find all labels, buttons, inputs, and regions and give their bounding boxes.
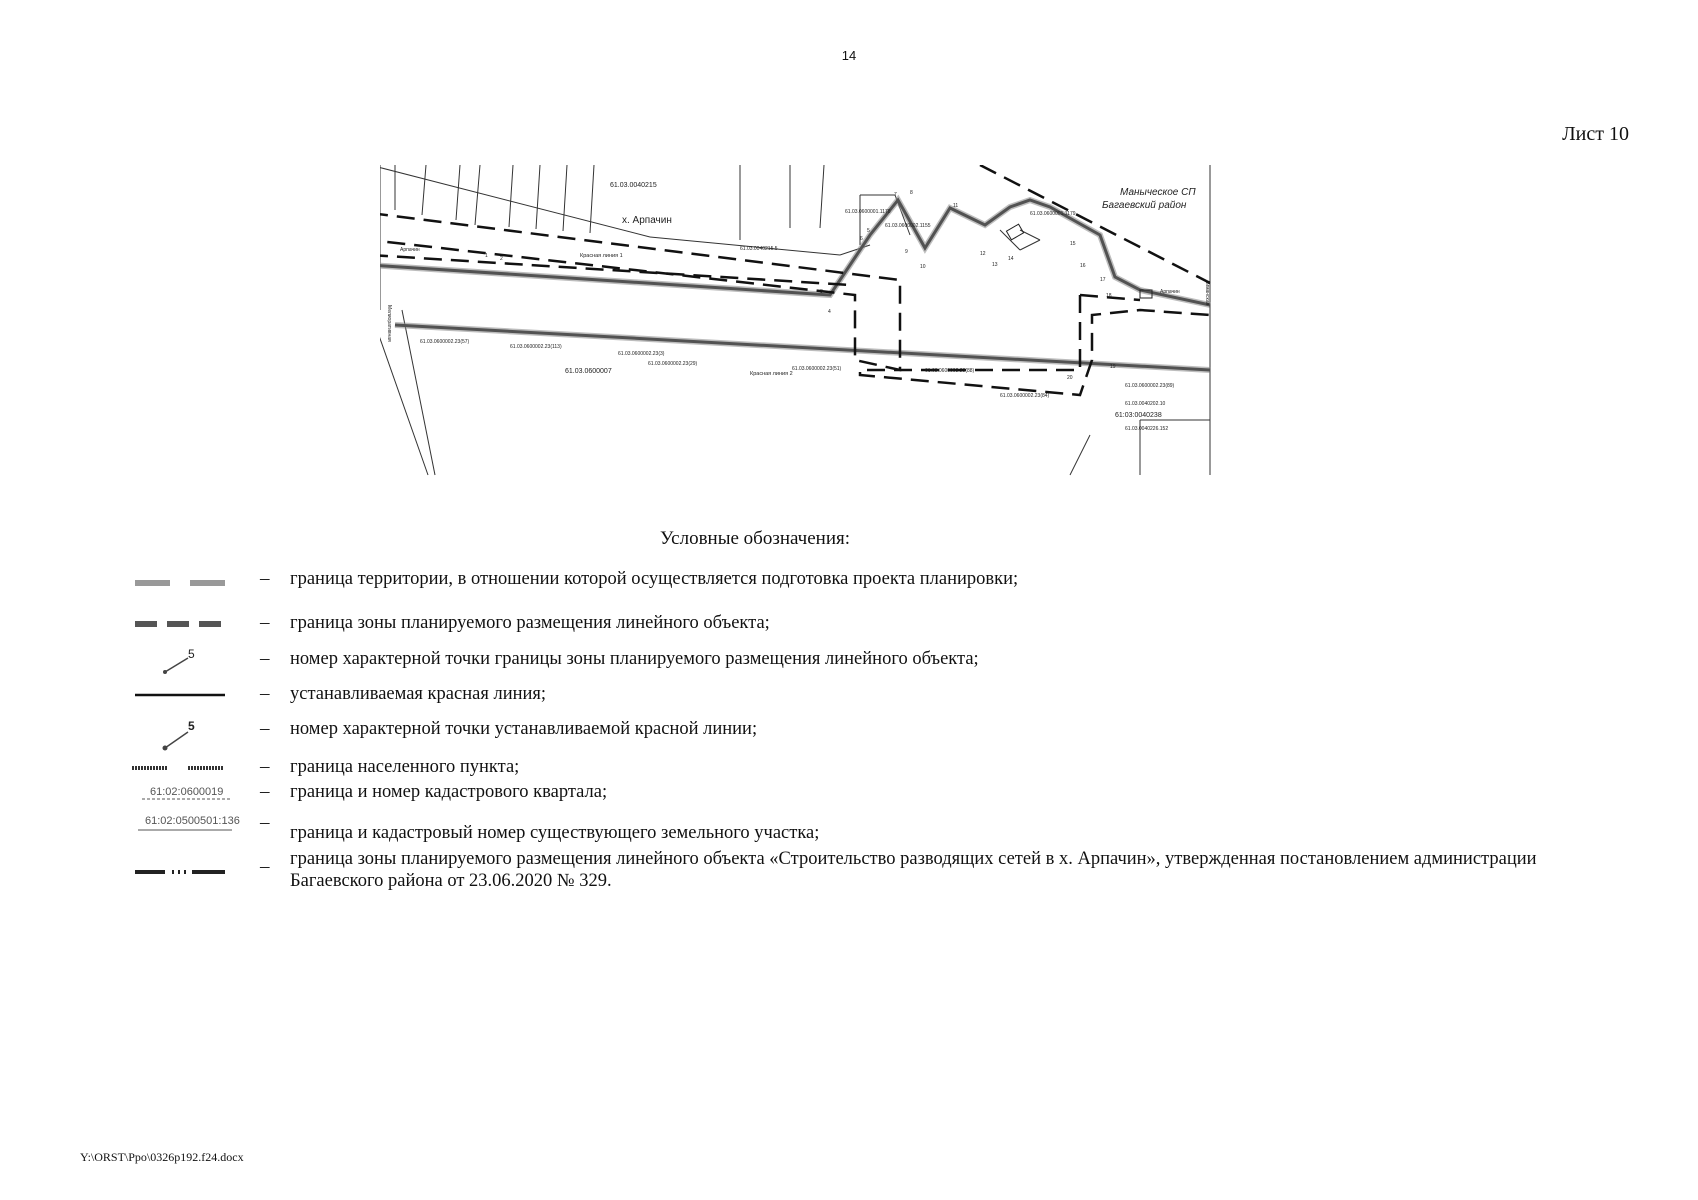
legend-dash: –: [260, 612, 270, 633]
planning-territory-border: [380, 200, 1210, 370]
map-red-line-label-1: Красная линия 1: [580, 253, 623, 259]
map-parcel-label: 61.03.0600002.23(57): [420, 339, 470, 345]
map-quarter-north: 61.03.0040215: [610, 182, 657, 189]
legend-dash: –: [260, 756, 270, 777]
map-municipality-label: Маныческое СП: [1120, 187, 1196, 198]
legend-point-number: 5: [188, 719, 195, 733]
legend-dash: –: [260, 856, 270, 877]
map-point: 12: [980, 251, 986, 257]
sheet-label: Лист 10: [1562, 123, 1629, 145]
planning-territory-symbol: [120, 568, 250, 594]
map-road-label-left: Арпачин: [400, 247, 420, 253]
parcel-boundaries: [380, 165, 1210, 475]
map-parcel-label: 61.03.0600002.23(113): [510, 344, 562, 350]
map-street-right: Лиманская: [1204, 280, 1210, 306]
map-point: 14: [1008, 256, 1014, 262]
legend-text: граница населенного пункта;: [290, 757, 520, 777]
page-number: 14: [841, 48, 857, 63]
map-point: 4: [828, 309, 831, 315]
legend-text: устанавливаемая красная линия;: [290, 684, 547, 704]
map-parcel-label: 61.03.0600001.1178: [845, 209, 891, 215]
legend-title: Условные обозначения:: [659, 528, 851, 549]
map-point: 16: [1080, 263, 1086, 269]
map-parcel-label: 61.03.0600002.23(89): [1125, 383, 1175, 389]
zone-point-symbol: [120, 648, 250, 674]
map-parcel-label: 61.03.0600002.23(3): [618, 351, 665, 357]
map-point: 18: [1106, 293, 1112, 299]
approved-zone-symbol: [120, 848, 250, 884]
map-parcel-labels: [420, 209, 1175, 432]
legend-text: граница зоны планируемого размещения линейного объекта «Строительство разводящих сетей в х. Арпачин», утвержденная постановлением администрации Багаевского района от 23.06.2020 № 329.: [290, 849, 1537, 891]
map-point: 2: [500, 256, 503, 262]
map-point: 1: [485, 253, 488, 259]
legend-dash: –: [260, 812, 270, 833]
settlement-border-symbol: [120, 756, 250, 782]
legend-text: граница и кадастровый номер существующего земельного участка;: [290, 823, 820, 843]
map-parcel-label: 61.03.0600002.23(51): [792, 366, 842, 372]
map-district-label: Багаевский район: [1102, 200, 1187, 211]
map-village-label: х. Арпачин: [622, 215, 672, 226]
land-plot-symbol: [120, 812, 250, 838]
legend-plot-label: 61:02:0500501:136: [145, 815, 240, 827]
map-parcel-label: 61.03.0040202.10: [1125, 401, 1166, 407]
map-point: 3: [820, 289, 823, 295]
map-point: 20: [1067, 375, 1073, 381]
red-line-symbol: [120, 683, 250, 709]
legend-dash: –: [260, 568, 270, 589]
map-point: 11: [953, 203, 959, 209]
cadastral-map: [380, 165, 1310, 485]
map-point: 10: [920, 264, 926, 270]
map-point: 7: [894, 192, 897, 198]
map-point: 8: [910, 190, 913, 196]
map-parcel-label: 61.03.0600002.23(29): [648, 361, 698, 367]
map-parcel-label: 61.03.0600002.23(84): [1000, 393, 1050, 399]
legend-dash: –: [260, 648, 270, 669]
cadastral-quarter-symbol: [120, 781, 250, 807]
map-parcel-label: 61.03.0600002.1155: [885, 223, 931, 229]
red-line-point-symbol: [120, 718, 250, 754]
map-point: 19: [1110, 364, 1116, 370]
map-quarter-main: 61.03.0600007: [565, 368, 612, 375]
legend-text: номер характерной точки границы зоны планируемого размещения линейного объекта;: [290, 649, 979, 669]
placement-zone-symbol: [120, 612, 250, 638]
map-point: 6: [860, 236, 863, 242]
map-street-left: Мелиоративная: [386, 305, 392, 342]
map-parcel-label: 61.03.0600002.23(88): [925, 368, 975, 374]
legend-text: граница территории, в отношении которой осуществляется подготовка проекта планировки;: [290, 569, 1019, 589]
map-point: 13: [992, 262, 998, 268]
map-parcel-label: 61.03.0040226.152: [1125, 426, 1169, 432]
map-point: 17: [1100, 277, 1106, 283]
map-point: 15: [1070, 241, 1076, 247]
legend-text: граница и номер кадастрового квартала;: [290, 782, 608, 802]
legend-quarter-label: 61:02:0600019: [150, 786, 224, 798]
file-path: Y:\ORST\Ppo\0326p192.f24.docx: [80, 1150, 244, 1164]
map-parcel-label: 61.03.0600001.1179: [1030, 211, 1076, 217]
legend-text: номер характерной точки устанавливаемой красной линии;: [290, 719, 758, 739]
legend-dash: –: [260, 718, 270, 739]
map-point: 9: [905, 249, 908, 255]
map-parcel-label: 61.03.0040215.5: [740, 246, 778, 252]
map-red-line-label-2: Красная линия 2: [750, 371, 793, 377]
legend-dash: –: [260, 781, 270, 802]
legend-dash: –: [260, 683, 270, 704]
legend-text: граница зоны планируемого размещения линейного объекта;: [290, 613, 770, 633]
legend-point-number: 5: [188, 648, 195, 661]
map-point: 5: [867, 228, 870, 234]
map-quarter-south: 61:03:0040238: [1115, 412, 1162, 419]
map-road-label: Арпачин: [1160, 289, 1180, 295]
